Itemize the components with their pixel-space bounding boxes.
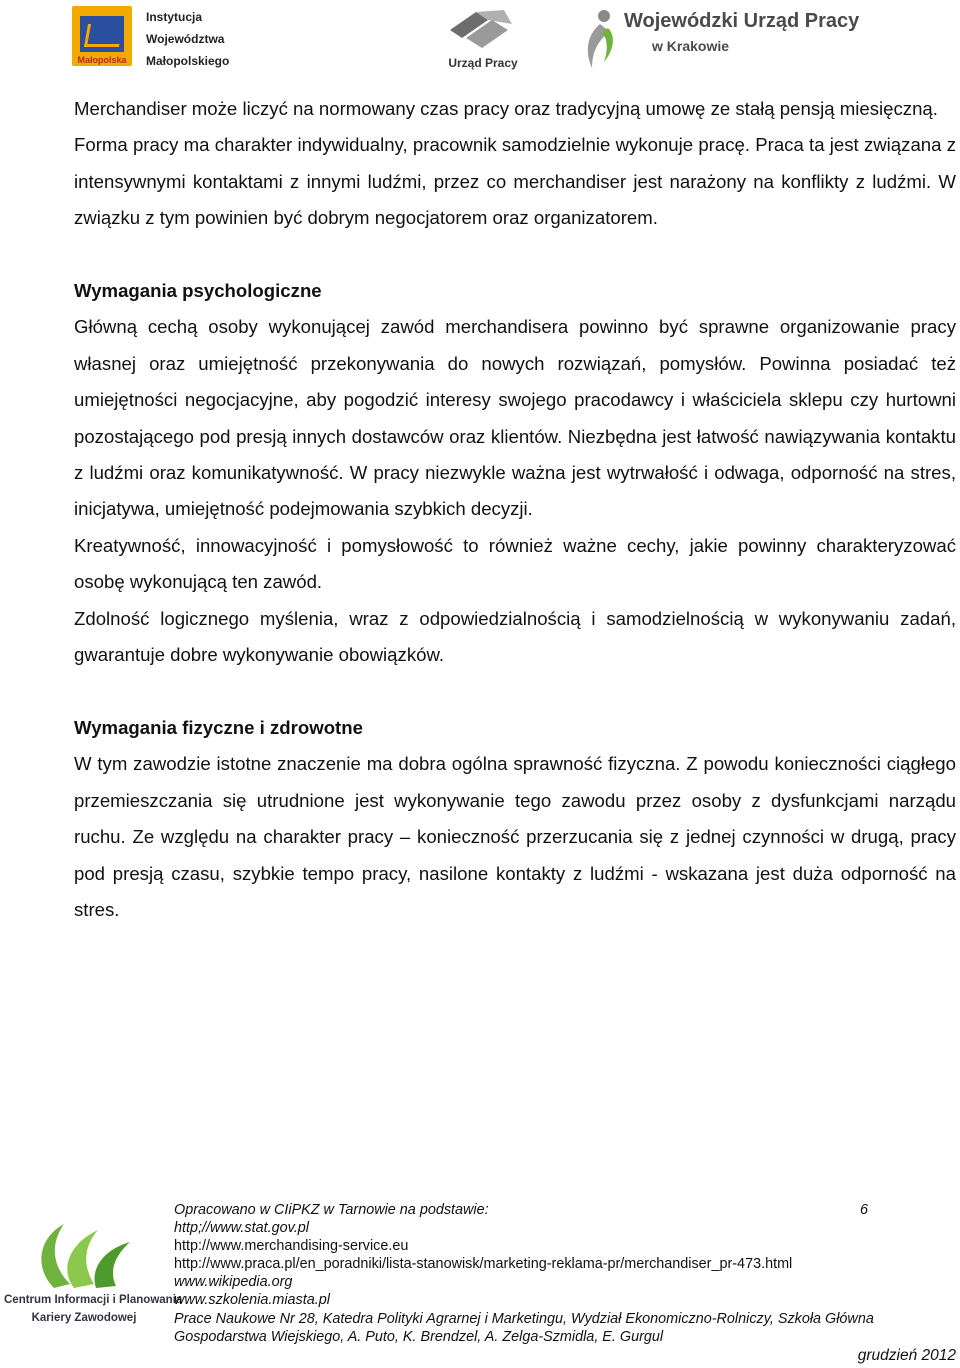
urzad-pracy-label: Urząd Pracy <box>448 56 518 70</box>
paragraph-work-form: Forma pracy ma charakter indywidualny, pracownik samodzielnie wykonuje pracę. Praca ta jest związana z intensywnymi kontaktami z innymi ludźmi, przez co merchandiser jest narażony na konflikty z ludźmi. W związku z tym powinien być dobrym negocjatorem oraz organizatorem. <box>74 134 956 229</box>
wup-figure-icon <box>578 6 618 70</box>
heading-psychological-requirements: Wymagania psychologiczne <box>74 280 322 302</box>
emblem-label: Małopolska <box>77 55 127 65</box>
source-item: www.szkolenia.miasta.pl <box>174 1292 330 1309</box>
cip-name-line1: Centrum Informacji i Planowania <box>4 1294 183 1306</box>
page-number: 6 <box>860 1202 869 1218</box>
paragraph-logical-thinking: Zdolność logicznego myślenia, wraz z odpowiedzialnością i samodzielnością w wykonywaniu zadań, gwarantuje dobre wykonywanie obowiązków. <box>74 607 956 666</box>
sources-intro: Opracowano w CIiPKZ w Tarnowie na podstawie: <box>174 1202 489 1218</box>
wup-subtitle: w Krakowie <box>652 38 730 54</box>
source-item: Prace Naukowe Nr 28, Katedra Polityki Agrarnej i Marketingu, Wydział Ekonomiczno-Rolniczy, Szkoła Główna Gospodarstwa Wiejskiego, A. Puto, K. Brendzel, A. Zelga-Szmidla, E. Gurgul <box>174 1310 874 1345</box>
source-item: http://www.merchandising-service.eu <box>174 1238 409 1255</box>
paragraph-psychological: Główną cechą osoby wykonującej zawód merchandisera powinno być sprawne organizowanie pracy własnej oraz umiejętność przekonywania do nowych rozwiązań, pomysłów. Powinna posiadać też umiejętności negocjacyjne, aby pogodzić interesy swojego pracodawcy i właściciela sklepu czy hurtowni pozostającego pod presją innych dostawców oraz klientów. Niezbędna jest łatwość nawiązywania kontaktu z ludźmi oraz komunikatywność. W pracy niezwykle ważna jest wytrwałość i odwaga, odporność na stres, inicjatywa, umiejętność podejmowania szybkich decyzji. <box>74 316 956 520</box>
wup-logo <box>578 4 868 70</box>
cip-logo <box>4 1218 183 1330</box>
source-item: www.wikipedia.org <box>174 1274 293 1291</box>
heading-physical-requirements: Wymagania fizyczne i zdrowotne <box>74 716 363 738</box>
urzad-pracy-logo <box>440 6 526 72</box>
sources-block <box>174 1201 954 1346</box>
document-body <box>74 91 956 928</box>
wup-title: Wojewódzki Urząd Pracy <box>624 10 860 32</box>
imwm-logo <box>72 6 242 72</box>
malopolska-emblem-icon <box>72 6 132 66</box>
imwm-name-line1: Instytucja <box>146 10 203 24</box>
imwm-name <box>146 6 229 72</box>
cip-swoosh-icon <box>24 1218 144 1292</box>
paragraph-creativity: Kreatywność, innowacyjność i pomysłowość to również ważne cechy, jakie powinny charakteryzować osobę wykonującą ten zawód. <box>74 534 956 593</box>
cip-name-line2: Kariery Zawodowej <box>31 1312 137 1324</box>
paragraph-physical: W tym zawodzie istotne znaczenie ma dobra ogólna sprawność fizyczna. Z powodu konieczności ciągłego przemieszczania się utrudnione jest wykonywanie tego zawodu przez osoby z dysfunkcjami narządu ruchu. Ze względu na charakter pracy – konieczność przerzucania się z jednej czynności w drugą, pracy pod presją czasu, szybkie tempo pracy, nasilone kontakty z ludźmi - wskazana jest duża odporność na stres. <box>74 753 956 920</box>
paragraph-contract: Merchandiser może liczyć na normowany czas pracy oraz tradycyjną umowę ze stałą pensją miesięczną. <box>74 98 938 119</box>
urzad-pracy-emblem-icon <box>446 8 516 48</box>
source-item: http://www.praca.pl/en_poradniki/lista-stanowisk/marketing-reklama-pr/merchandiser_pr-473.html <box>174 1256 793 1273</box>
document-date: grudzień 2012 <box>857 1347 956 1364</box>
source-item: http;//www.stat.gov.pl <box>174 1220 309 1237</box>
imwm-name-line2: Województwa <box>146 32 225 46</box>
imwm-name-line3: Małopolskiego <box>146 54 230 68</box>
